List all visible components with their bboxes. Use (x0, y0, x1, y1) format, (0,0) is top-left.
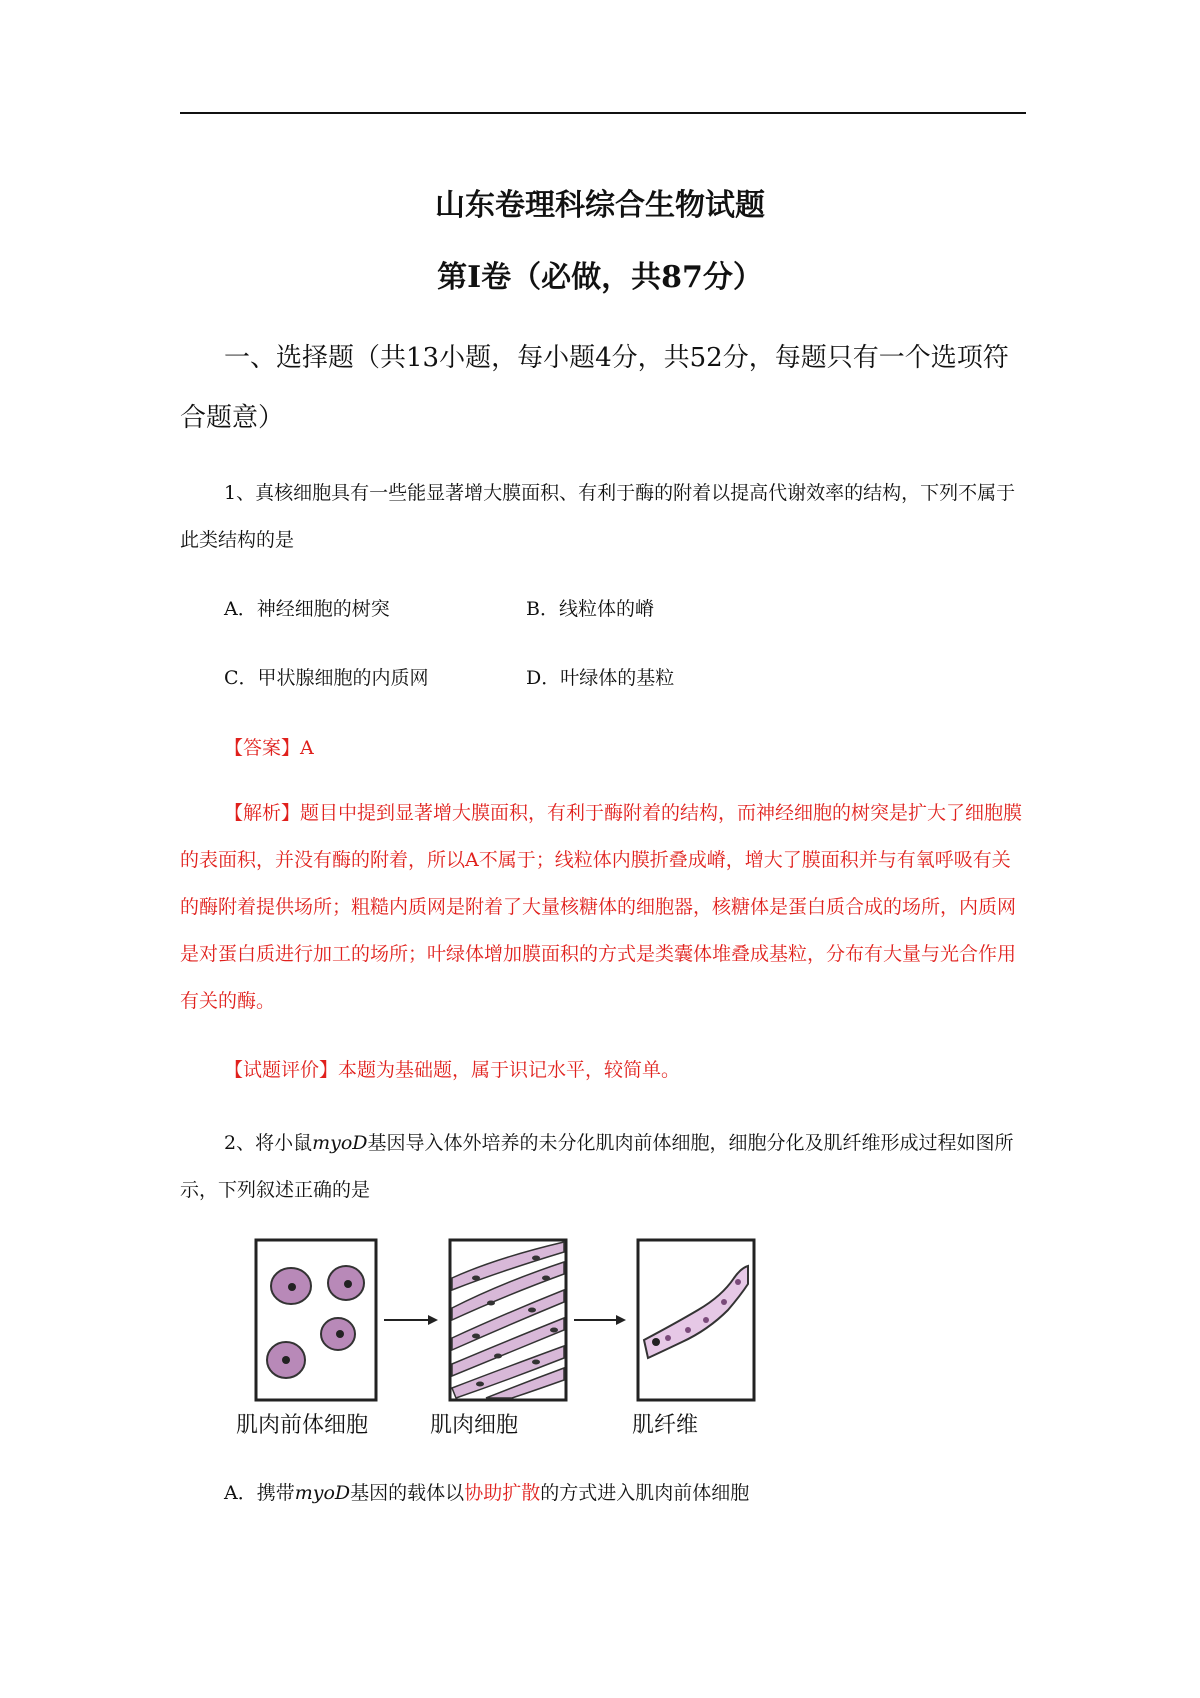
precursor-cell (328, 1266, 364, 1300)
muscle-fiber-panel (638, 1240, 754, 1400)
option-c: C．甲状腺细胞的内质网 (224, 667, 429, 689)
analysis-paragraph: 【解析】题目中提到显著增大膜面积，有利于酶附着的结构，而神经细胞的树突是扩大了细胞膜的表面积，并没有酶的附着，所以A不属于；线粒体内膜折叠成嵴，增大了膜面积并与有氧呼吸有关的酶附着提供场所；粗糙内质网是附着了大量核糖体的细胞器，核糖体是蛋白质合成的场所，内质网是对蛋白质进行加工的场所；叶绿体增加膜面积的方式是类囊体堆叠成基粒，分布有大量与光合作用有关的酶。 (180, 802, 1023, 1012)
caption-muscle-cell: 肌肉细胞 (430, 1413, 519, 1438)
option-b: B．线粒体的嵴 (526, 598, 654, 620)
precursor-cell (321, 1318, 355, 1350)
precursor-cell (267, 1342, 305, 1378)
page-title: 山东卷理科综合生物试题 (435, 188, 765, 223)
caption-precursor: 肌肉前体细胞 (236, 1413, 369, 1438)
q2-optA-red: 协助扩散 (464, 1482, 541, 1504)
question-2-stem (180, 1120, 1026, 1214)
answer-line (224, 733, 314, 760)
q2-stem-pre: 2、将小鼠 (224, 1132, 313, 1154)
q2-optA-mid: 基因的载体以 (350, 1482, 465, 1504)
question-1-options-row-2 (224, 663, 675, 690)
question-2-option-a (224, 1478, 749, 1505)
arrow-1 (384, 1315, 438, 1325)
evaluation-line: 【试题评价】本题为基础题，属于识记水平，较简单。 (224, 1059, 681, 1081)
header-rule (180, 112, 1026, 114)
q2-stem-post: 基因导入体外培养的未分化肌肉前体细胞，细胞分化及肌纤维形成过程如图所示，下列叙述正确的是 (180, 1132, 1014, 1201)
page-subtitle: 第I卷（必做，共87分） (437, 260, 763, 295)
option-a: A．神经细胞的树突 (224, 598, 390, 620)
q2-optA-pre: A．携带 (224, 1482, 295, 1504)
precursor-cells-panel (256, 1240, 376, 1400)
answer-value: A (300, 737, 314, 759)
caption-muscle-fiber: 肌纤维 (632, 1413, 699, 1438)
q2-optA-post: 的方式进入肌肉前体细胞 (540, 1482, 750, 1504)
precursor-cell (271, 1268, 311, 1304)
q2-gene: myoD (312, 1132, 368, 1154)
option-d: D．叶绿体的基粒 (526, 667, 675, 689)
arrow-2 (574, 1315, 626, 1325)
question-1-options-row-1 (224, 594, 654, 621)
question-1-stem: 1、真核细胞具有一些能显著增大膜面积、有利于酶的附着以提高代谢效率的结构，下列不属于此类结构的是 (180, 482, 1016, 551)
answer-label: 【答案】 (224, 737, 301, 759)
section-heading: 一、选择题（共13小题，每小题4分，共52分，每题只有一个选项符合题意） (180, 343, 1009, 433)
q2-optA-gene: myoD (294, 1482, 351, 1504)
muscle-cells-panel (450, 1240, 566, 1400)
